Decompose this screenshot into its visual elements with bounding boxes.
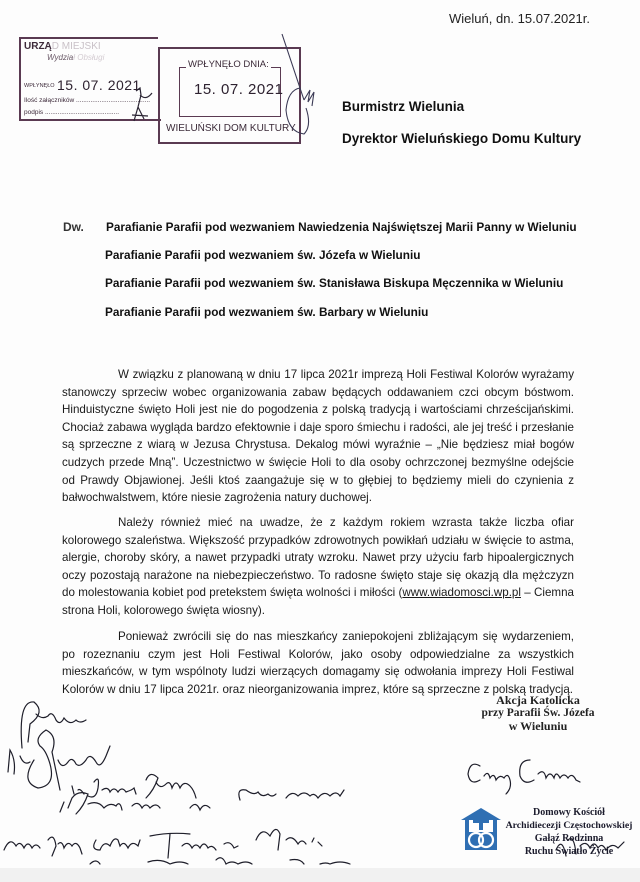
- stamp-received-date: 15. 07. 2021: [194, 81, 284, 98]
- cc-recipient: Parafianie Parafii pod wezwaniem św. Józefa w Wieluniu: [105, 248, 421, 262]
- cc-recipient: Parafianie Parafii pod wezwaniem św. Stanisława Biskupa Męczennika w Wieluniu: [105, 276, 564, 290]
- cc-label: Dw.: [63, 220, 84, 234]
- body-paragraph-1: W związku z planowaną w dniu 17 lipca 2021r imprezą Holi Festiwal Kolorów wyrażamy stanowczy sprzeciw wobec organizowania zabaw będących oddawaniem czci obcym bóstwom. Hinduistyczne święto Holi jest nie do pogodzenia z polską tradycją i wartościami chrześcijańskimi. Chociaż zabawa wygląda bardzo efektownie i daje sporo śmiechu i radości, ale jej treść i przesłanie są sprzeczne z wiarą w Jezusa Chrystusa. Dekalog mówi wyraźnie – „Nie będziesz miał bogów cudzych przede Mną”. Uczestnictwo w święcie Holi to dla osoby ochrzczonej bezmyślne odejście od Prawdy Objawionej. Jeśli ktoś zaangażuje się w to głębiej to będziemy mieli do czynienia z bałwochwalstwem, które niesie zagrożenia natury duchowej.: [62, 368, 574, 505]
- stamp-office-subtitle: Wydział Obsługi: [47, 53, 105, 62]
- stamp-signature-scribble: [260, 30, 320, 140]
- cc-recipient: Parafianie Parafii pod wezwaniem św. Barbary w Wieluniu: [105, 305, 429, 319]
- stamp-organization-name: WIELUŃSKI DOM KULTURY: [166, 123, 296, 134]
- addressee-culture-house-director: Dyrektor Wieluńskiego Domu Kultury: [342, 131, 582, 146]
- scan-bottom-edge: [0, 868, 640, 882]
- stamp-attachments-row: Ilość załączników .........................................: [24, 97, 151, 104]
- home-church-stamp: Domowy Kościół Archidiecezji Częstochowskiej Gałąź Rodzinna Ruchu Światło Życie: [505, 807, 633, 857]
- stamp-received-day-label: WPŁYNĘŁO DNIA:: [188, 59, 269, 70]
- catholic-action-stamp: Akcja Katolicka przy Parafii Św. Józefa w Wieluniu: [481, 693, 595, 733]
- stamp-signature-row: podpis .........................................: [24, 109, 120, 116]
- cc-recipient: Parafianie Parafii pod wezwaniem Nawiedzenia Najświętszej Marii Panny w Wieluniu: [106, 220, 577, 234]
- addressee-mayor: Burmistrz Wielunia: [342, 99, 465, 114]
- place-and-date: Wieluń, dn. 15.07.2021r.: [449, 11, 590, 26]
- home-church-logo-icon: [457, 806, 505, 852]
- source-link[interactable]: www.wiadomosci.wp.pl: [402, 586, 521, 600]
- body-paragraph-2: Należy również mieć na uwadze, że z każdym rokiem wzrasta także liczba ofiar kolorowego szaleństwa. Większość przypadków zdrowotnych powikłań udziału w święcie to astma, alergie, choroby skóry, a nawet przypadki utraty wzroku. Nawet przy użyciu farb hipoalergicznych oczy pozostają narażone na niebezpieczeństwo. To radosne święto staje się okazją dla mężczyzn do molestowania kobiet pod pretekstem święta wolności i miłości (www.wiadomosci.wp.pl – Ciemna strona Holi, kolorowego święta wiosny).: [62, 516, 574, 617]
- stamp-received-date: 15. 07. 2021: [57, 77, 141, 93]
- stamp-received-label: WPŁYNĘŁO: [24, 83, 55, 89]
- body-paragraph-3: Ponieważ zwrócili się do nas mieszkańcy zaniepokojeni zbliżającym się wydarzeniem, po rozeznaniu czym jest Holi Festiwal Kolorów, jako osoby odpowiedzialne za wszystkich mieszkańców, w tym wspólnoty ludzi wierzących domagamy się odwołania imprezy Holi Festiwal Kolorów w dniu 17 lipca 2021r. oraz nieorganizowania imprez, które są sprzeczne z polską tradycją.: [62, 630, 574, 696]
- stamp-initials-signature: [128, 85, 158, 125]
- stamp-office-title: URZĄD MIEJSKI: [24, 41, 101, 52]
